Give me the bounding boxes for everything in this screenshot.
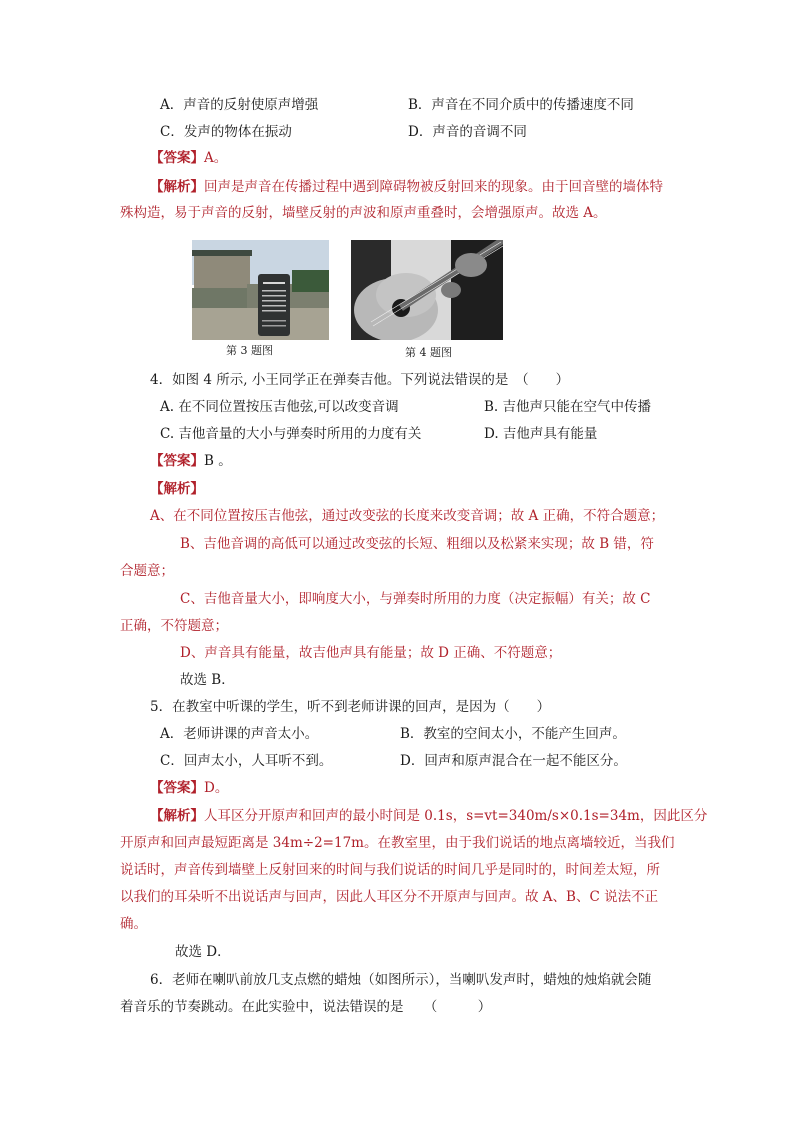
answer-tag: 【答案】 [150,453,204,469]
q5-analysis-line3: 说话时，声音传到墙壁上反射回来的时间与我们说话的时间几乎是同时的，时间差太短，所 [120,862,660,878]
q3-analysis-line2: 殊构造，易于声音的反射，墙壁反射的声波和原声重叠时，会增强原声。故选 A。 [120,205,607,221]
q6-question-line1: 6．老师在喇叭前放几支点燃的蜡烛（如图所示），当喇叭发声时，蜡烛的烛焰就会随 [150,972,652,988]
q4-option-d: D. 吉他声具有能量 [484,426,598,442]
q4-question: 4．如图 4 所示, 小王同学正在弹奏吉他。下列说法错误的是 （ ） [150,372,570,388]
q3-option-a: A．声音的反射使原声增强 [160,97,319,113]
guitar-photo [351,240,503,340]
analysis-tag: 【解析】 [150,179,204,195]
answer-value: B 。 [204,453,232,469]
q5-analysis-line5: 确。 [120,916,147,932]
q5-answer [150,778,228,798]
q5-option-c: C．回声太小，人耳听不到。 [160,753,333,769]
q3-option-b: B．声音在不同介质中的传播速度不同 [408,97,634,113]
q3-answer [150,148,227,168]
q5-question: 5．在教室中听课的学生，听不到老师讲课的回声，是因为（ ） [150,699,551,715]
q6-question-line2: 着音乐的节奏跳动。在此实验中，说法错误的是 （ ） [120,999,492,1015]
guitar-illustration [351,240,503,340]
q5-conclusion: 故选 D． [175,944,231,960]
answer-tag: 【答案】 [150,150,204,166]
analysis-text: 人耳区分开原声和回声的最小时间是 0.1s，s=vt=340m/s×0.1s=34m，因此区分 [204,808,708,824]
q4-analysis-b-line1: B、吉他音调的高低可以通过改变弦的长短、粗细以及松紧来实现；故 B 错，符 [180,536,654,552]
answer-tag: 【答案】 [150,780,204,796]
q5-analysis-line2: 开原声和回声最短距离是 34m÷2=17m。在教室里，由于我们说话的地点离墙较近，当我们 [120,835,675,851]
q5-analysis-line4: 以我们的耳朵听不出说话声与回声，因此人耳区分不开原声与回声。故 A、B、C 说法不正 [120,889,659,905]
q4-option-b: B. 吉他声只能在空气中传播 [484,399,652,415]
q4-analysis-a: A、在不同位置按压吉他弦，通过改变弦的长度来改变音调；故 A 正确，不符合题意； [150,508,665,524]
figure-3-caption: 第 3 题图 [226,344,273,357]
echo-wall-photo [192,240,329,340]
figure-4-caption: 第 4 题图 [405,346,452,359]
q3-option-d: D．声音的音调不同 [408,124,527,140]
q3-analysis-line1 [150,177,663,197]
answer-value: A。 [204,150,228,166]
q4-conclusion: 故选 B． [180,672,235,688]
q4-answer [150,451,232,471]
q4-analysis-d: D、声音具有能量，故吉他声具有能量；故 D 正确、不符题意； [180,645,562,661]
q4-option-c: C. 吉他音量的大小与弹奏时所用的力度有关 [160,426,422,442]
answer-value: D。 [204,780,229,796]
q4-analysis-tag: 【解析】 [150,481,204,497]
analysis-tag: 【解析】 [150,808,204,824]
q4-analysis-c-line2: 正确，不符题意； [120,618,228,634]
q5-option-a: A．老师讲课的声音太小。 [160,726,319,742]
q5-option-d: D．回声和原声混合在一起不能区分。 [400,753,627,769]
q5-analysis-line1 [150,806,707,826]
q4-analysis-c-line1: C、吉他音量大小，即响度大小，与弹奏时所用的力度（决定振幅）有关；故 C [180,591,651,607]
analysis-text: 回声是声音在传播过程中遇到障碍物被反射回来的现象。由于回音壁的墙体特 [204,179,663,195]
q5-option-b: B．教室的空间太小，不能产生回声。 [400,726,626,742]
q3-option-c: C．发声的物体在振动 [160,124,292,140]
q4-analysis-b-line2: 合题意； [120,563,174,579]
echo-wall-illustration [192,240,329,340]
q4-option-a: A. 在不同位置按压吉他弦,可以改变音调 [160,399,399,415]
